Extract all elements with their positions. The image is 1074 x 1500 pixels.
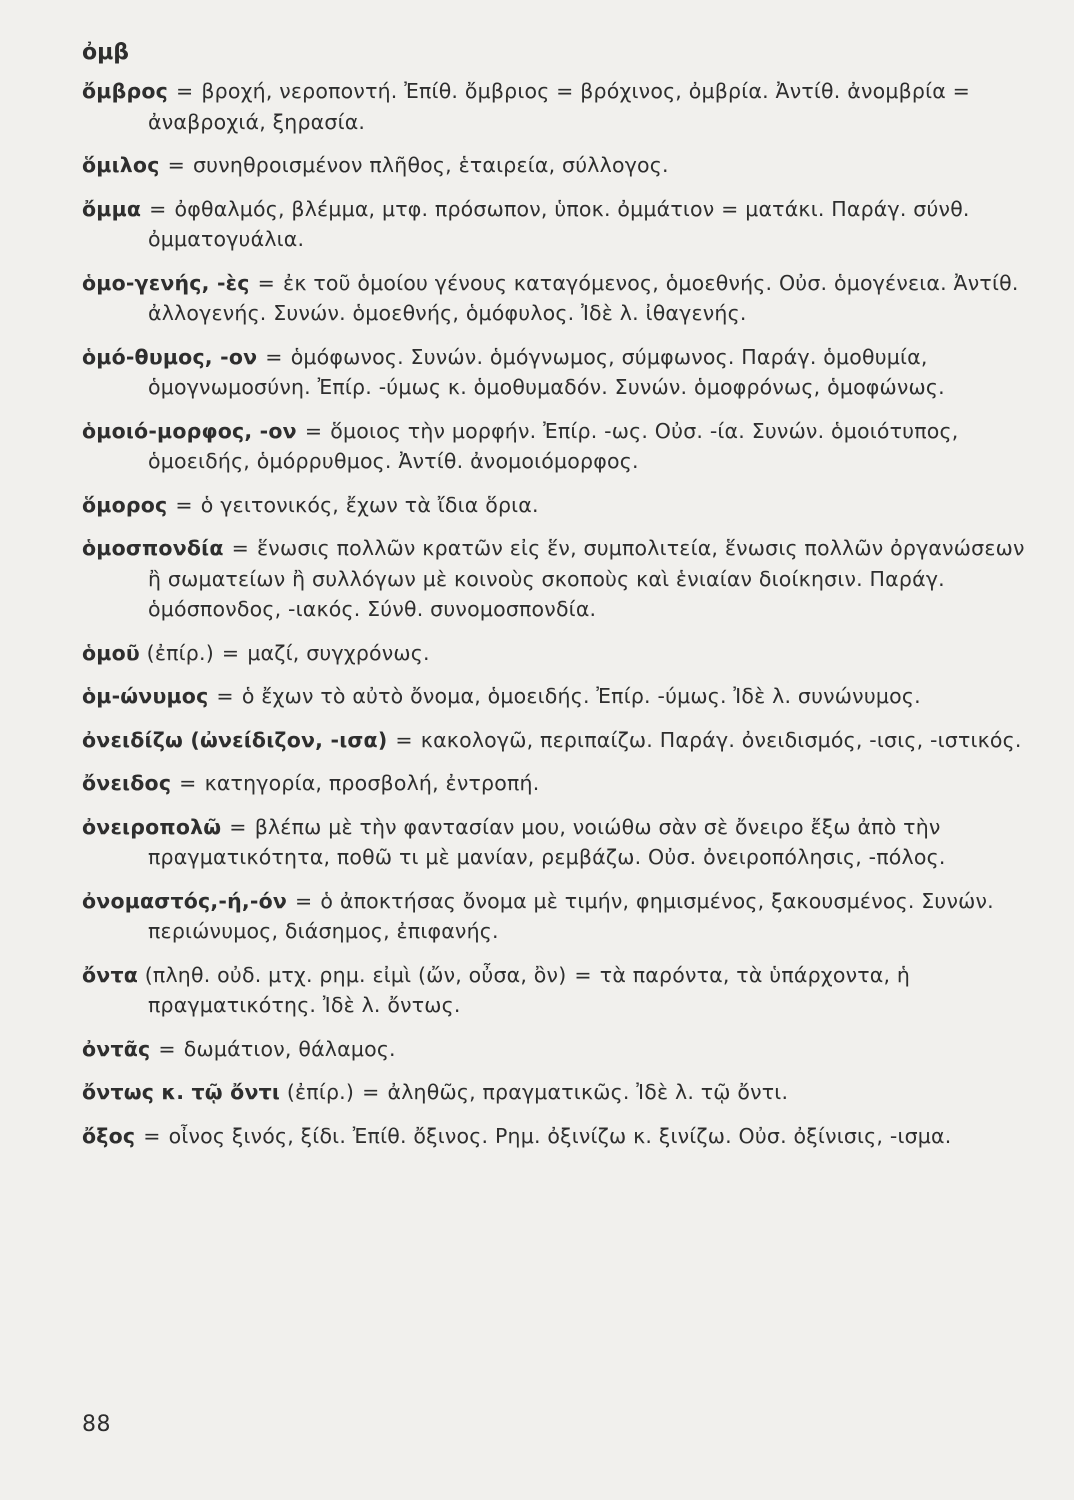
- entry: ὁμοσπονδία = ἕνωσις πολλῶν κρατῶν εἰς ἕν, συμπολιτεία, ἕνωσις πολλῶν ὀργανώσεων ἢ σωματείων ἢ συλλόγων μὲ κοινοὺς σκοποὺς καὶ ἑνιαίαν διοίκησιν. Παράγ. ὁμόσπονδος, -ιακός. Σύνθ. συνομοσπονδία.: [82, 536, 1025, 621]
- definition: ὅμοιος τὴν μορφήν. Ἐπίρ. -ως. Οὐσ. -ία. Συνών. ὁμοιότυπος, ὁμοειδής, ὁμόρρυθμος. Ἀντίθ. ἀνομοιόμορφος.: [148, 418, 959, 473]
- headword: ὁμοιό-μορφος, -ον: [82, 418, 297, 443]
- definition: βροχή, νεροποντή. Ἐπίθ. ὄμβριος = βρόχινος, ὀμβρία. Ἀντίθ. ἀνομβρία = ἀναβροχιά, ξηρασία.: [148, 79, 971, 134]
- definition: ὁ ἔχων τὸ αὐτὸ ὄνομα, ὁμοειδής. Ἐπίρ. -ύμως. Ἰδὲ λ. συνώνυμος.: [241, 684, 921, 708]
- headword: ὄμμα: [82, 196, 142, 221]
- definition: βλέπω μὲ τὴν φαντασίαν μου, νοιώθω σὰν σὲ ὄνειρο ἔξω ἀπὸ τὴν πραγματικότητα, ποθῶ τι μὲ μανίαν, ρεμβάζω. Οὐσ. ὀνειροπόλησις, -πόλος.: [148, 814, 946, 869]
- headword: ὁμ-ώνυμος: [82, 684, 209, 708]
- entry: ὁμό-θυμος, -ον = ὁμόφωνος. Συνών. ὁμόγνωμος, σύμφωνος. Παράγ. ὁμοθυμία, ὁμογνωμοσύνη. Ἐπίρ. -ύμως κ. ὁμοθυμαδόν. Συνών. ὁμοφρόνως, ὁμοφώνως.: [82, 344, 945, 399]
- headword: ὁμό-θυμος, -ον: [82, 344, 258, 369]
- entry: ὁμοιό-μορφος, -ον = ὅμοιος τὴν μορφήν. Ἐπίρ. -ως. Οὐσ. -ία. Συνών. ὁμοιότυπος, ὁμοειδής, ὁμόρρυθμος. Ἀντίθ. ἀνομοιόμορφος.: [82, 418, 959, 473]
- entry: ὅμιλος = συνηθροισμένον πλῆθος, ἑταιρεία, σύλλογος.: [82, 153, 669, 177]
- definition: μαζί, συγχρόνως.: [247, 640, 430, 665]
- definition: κακολογῶ, περιπαίζω. Παράγ. ὀνειδισμός, -ισις, -ιστικός.: [420, 727, 1022, 752]
- grammar-note: (ἐπίρ.): [146, 640, 214, 665]
- definition: ὀφθαλμός, βλέμμα, μτφ. πρόσωπον, ὑποκ. ὀμμάτιον = ματάκι. Παράγ. σύνθ. ὀμματογυάλια.: [148, 196, 970, 251]
- entry: ὁμ-ώνυμος = ὁ ἔχων τὸ αὐτὸ ὄνομα, ὁμοειδής. Ἐπίρ. -ύμως. Ἰδὲ λ. συνώνυμος.: [82, 684, 921, 708]
- definition: ἀληθῶς, πραγματικῶς. Ἰδὲ λ. τῷ ὄντι.: [387, 1080, 789, 1104]
- headword: ὁμο-γενής, -ὲς: [82, 270, 250, 295]
- entry: ὄμμα = ὀφθαλμός, βλέμμα, μτφ. πρόσωπον, ὑποκ. ὀμμάτιον = ματάκι. Παράγ. σύνθ. ὀμματογυάλια.: [82, 196, 970, 251]
- dictionary-page: [82, 36, 1042, 1164]
- page-header: ὀμβ: [82, 40, 130, 65]
- entry: ὁμο-γενής, -ὲς = ἐκ τοῦ ὁμοίου γένους καταγόμενος, ὁμοεθνής. Οὐσ. ὁμογένεια. Ἀντίθ. ἀλλογενής. Συνών. ὁμοεθνής, ὁμόφυλος. Ἰδὲ λ. ἰθαγενής.: [82, 270, 1019, 325]
- headword: ὄντα: [82, 962, 139, 987]
- definition: ἐκ τοῦ ὁμοίου γένους καταγόμενος, ὁμοεθνής. Οὐσ. ὁμογένεια. Ἀντίθ. ἀλλογενής. Συνών. ὁμοεθνής, ὁμόφυλος. Ἰδὲ λ. ἰθαγενής.: [148, 270, 1019, 325]
- headword: ὄμβρος: [82, 79, 168, 103]
- headword: ὄνειδος: [82, 771, 172, 795]
- entry: ὀνομαστός,-ή,-όν = ὁ ἀποκτήσας ὄνομα μὲ τιμήν, φημισμένος, ξακουσμένος. Συνών. περιώνυμος, διάσημος, ἐπιφανής.: [82, 888, 994, 943]
- headword: ὀνειροπολῶ: [82, 814, 222, 839]
- entry: ὄμβρος = βροχή, νεροποντή. Ἐπίθ. ὄμβριος = βρόχινος, ὀμβρία. Ἀντίθ. ἀνομβρία = ἀναβροχιά, ξηρασία.: [82, 79, 971, 134]
- entry: ὀνειδίζω (ὠνείδιζον, -ισα) = κακολογῶ, περιπαίζω. Παράγ. ὀνειδισμός, -ισις, -ιστικός.: [82, 727, 1022, 752]
- definition: συνηθροισμένον πλῆθος, ἑταιρεία, σύλλογος.: [192, 153, 669, 177]
- definition: οἶνος ξινός, ξίδι. Ἐπίθ. ὄξινος. Ρημ. ὀξινίζω κ. ξινίζω. Οὐσ. ὀξίνισις, -ισμα.: [168, 1123, 952, 1148]
- grammar-note: (πληθ. οὐδ. μτχ. ρημ. εἰμὶ (ὤν, οὖσα, ὂν): [144, 962, 567, 987]
- definition: κατηγορία, προσβολή, ἐντροπή.: [204, 771, 540, 795]
- headword: ὁμοσπονδία: [82, 536, 224, 560]
- entry: ὅμορος = ὁ γειτονικός, ἔχων τὰ ἴδια ὅρια.: [82, 492, 539, 517]
- headword: ὅμιλος: [82, 153, 160, 177]
- headword: ὀνομαστός,-ή,-όν: [82, 888, 288, 913]
- definition: ἕνωσις πολλῶν κρατῶν εἰς ἕν, συμπολιτεία, ἕνωσις πολλῶν ὀργανώσεων ἢ σωματείων ἢ συλλόγων μὲ κοινοὺς σκοποὺς καὶ ἑνιαίαν διοίκησιν. Παράγ. ὁμόσπονδος, -ιακός. Σύνθ. συνομοσπονδία.: [148, 536, 1025, 621]
- entry: ὄξος = οἶνος ξινός, ξίδι. Ἐπίθ. ὄξινος. Ρημ. ὀξινίζω κ. ξινίζω. Οὐσ. ὀξίνισις, -ισμα.: [82, 1123, 952, 1148]
- headword: ὁμοῦ: [82, 640, 140, 665]
- headword: ὅμορος: [82, 492, 168, 517]
- headword: ὄξος: [82, 1123, 136, 1148]
- definition: ὁμόφωνος. Συνών. ὁμόγνωμος, σύμφωνος. Παράγ. ὁμοθυμία, ὁμογνωμοσύνη. Ἐπίρ. -ύμως κ. ὁμοθυμαδόν. Συνών. ὁμοφρόνως, ὁμοφώνως.: [148, 344, 945, 399]
- grammar-note: (ἐπίρ.): [286, 1080, 355, 1104]
- page-number: 88: [82, 1412, 111, 1437]
- entry: ὁμοῦ (ἐπίρ.) = μαζί, συγχρόνως.: [82, 640, 430, 665]
- entry: ὄντως κ. τῷ ὄντι (ἐπίρ.) = ἀληθῶς, πραγματικῶς. Ἰδὲ λ. τῷ ὄντι.: [82, 1080, 789, 1104]
- definition: δωμάτιον, θάλαμος.: [183, 1036, 396, 1061]
- entry: ὄνειδος = κατηγορία, προσβολή, ἐντροπή.: [82, 771, 540, 795]
- entry: ὄντα (πληθ. οὐδ. μτχ. ρημ. εἰμὶ (ὤν, οὖσα, ὂν) = τὰ παρόντα, τὰ ὑπάρχοντα, ἡ πραγματικότης. Ἰδὲ λ. ὄντως.: [82, 962, 911, 1017]
- entry: ὀνειροπολῶ = βλέπω μὲ τὴν φαντασίαν μου, νοιώθω σὰν σὲ ὄνειρο ἔξω ἀπὸ τὴν πραγματικότητα, ποθῶ τι μὲ μανίαν, ρεμβάζω. Οὐσ. ὀνειροπόλησις, -πόλος.: [82, 814, 946, 869]
- headword: ὀνειδίζω (ὠνείδιζον, -ισα): [82, 727, 388, 752]
- headword: ὀντᾶς: [82, 1036, 151, 1061]
- headword: ὄντως κ. τῷ ὄντι: [82, 1080, 281, 1104]
- definition: ὁ γειτονικός, ἔχων τὰ ἴδια ὅρια.: [200, 492, 539, 517]
- definition: τὰ παρόντα, τὰ ὑπάρχοντα, ἡ πραγματικότης. Ἰδὲ λ. ὄντως.: [148, 962, 911, 1017]
- definition: ὁ ἀποκτήσας ὄνομα μὲ τιμήν, φημισμένος, ξακουσμένος. Συνών. περιώνυμος, διάσημος, ἐπιφανής.: [148, 888, 994, 943]
- entry: ὀντᾶς = δωμάτιον, θάλαμος.: [82, 1036, 396, 1061]
